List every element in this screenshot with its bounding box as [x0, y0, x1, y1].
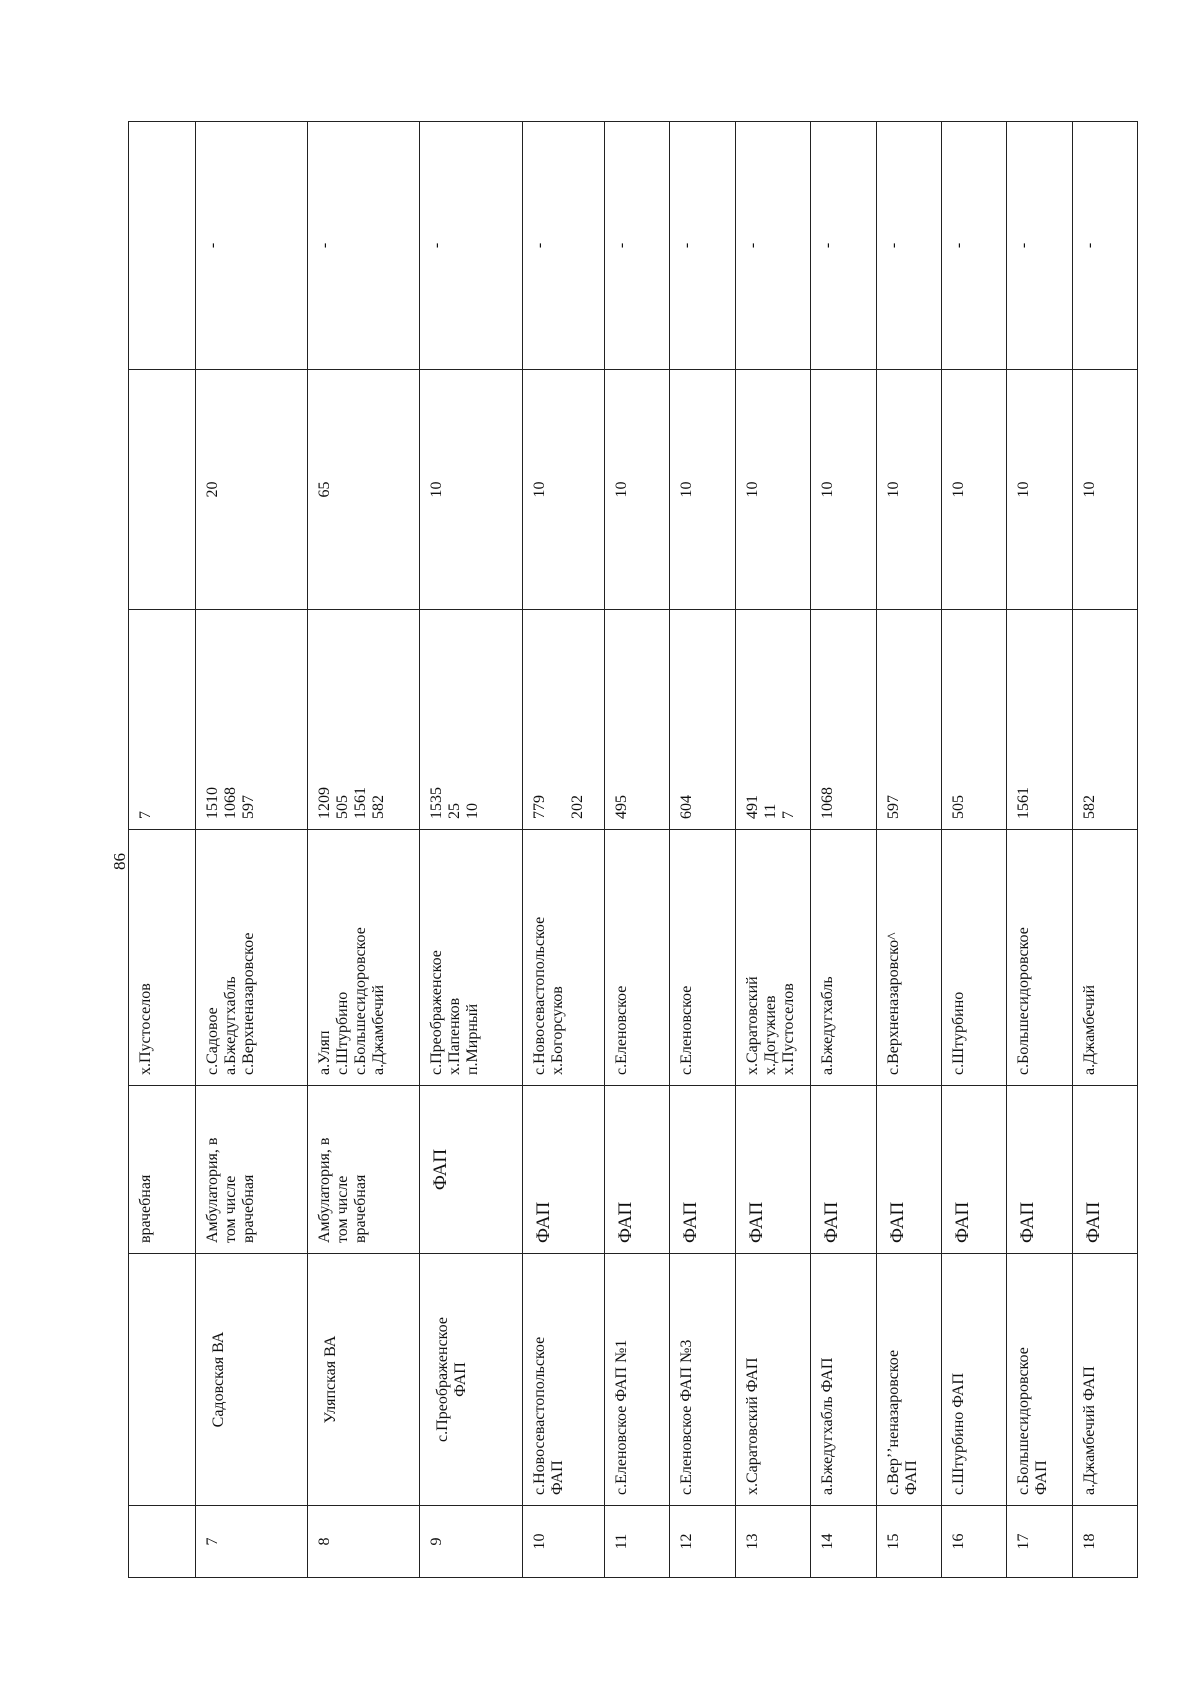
villages-cell	[1007, 830, 1072, 1086]
population-value: 1068	[819, 787, 837, 819]
facility-type-line: ФАП	[821, 1201, 843, 1243]
facility-type-line: ФАП	[1017, 1201, 1039, 1243]
facility-name-line: с.Большесидоровское	[1015, 1347, 1033, 1495]
village-name: п.Мирный	[463, 1003, 481, 1075]
facility-type-line: том числе	[222, 1175, 240, 1243]
extra-cell: -	[1007, 122, 1072, 370]
header-extra-cell	[129, 122, 196, 370]
facility-type-line: ФАП	[1082, 1201, 1104, 1243]
row-number-cell: 11	[605, 1506, 670, 1578]
row-number-cell: 15	[876, 1506, 941, 1578]
table-row	[942, 122, 1007, 1578]
facility-name-line: ФАП	[548, 1460, 566, 1495]
header-village: х.Пустоселов	[137, 983, 154, 1075]
village-name: х.Саратовский	[743, 976, 761, 1075]
extra-cell: -	[419, 122, 522, 370]
table-row-header	[129, 122, 196, 1578]
village-name: а.Бжедугхабль	[819, 976, 837, 1075]
extra-cell: -	[811, 122, 876, 370]
facility-name-line: с.Штурбино ФАП	[950, 1372, 968, 1495]
village-name: с.Штурбино	[334, 991, 352, 1075]
facility-name-line: Уляпская ВА	[322, 1335, 340, 1424]
value-cell: 20	[196, 370, 308, 610]
table-row	[811, 122, 876, 1578]
facility-name-cell	[811, 1254, 876, 1506]
village-name: с.Садовое	[204, 1007, 222, 1075]
population-cell	[670, 610, 735, 830]
facility-type-line: ФАП	[532, 1201, 554, 1243]
value-cell: 10	[811, 370, 876, 610]
row-number-cell: 17	[1007, 1506, 1072, 1578]
facility-type-line: ФАП	[615, 1201, 637, 1243]
village-name: с.Верхненазаровско^	[884, 932, 902, 1075]
facility-name-line: ФАП	[1033, 1460, 1051, 1495]
population-value: 1561	[352, 787, 370, 819]
rotated-table-container	[128, 122, 1138, 1578]
population-cell	[735, 610, 811, 830]
table-row	[1007, 122, 1072, 1578]
table-row	[419, 122, 522, 1578]
population-value: 7	[779, 811, 797, 819]
facility-type-line: Амбулатория, в	[316, 1137, 334, 1243]
population-value: 202	[568, 795, 586, 819]
facility-type-line: ФАП	[680, 1201, 702, 1243]
population-value: 495	[613, 795, 631, 819]
village-name: с.Верхненазаровское	[240, 932, 258, 1075]
population-value: 582	[370, 795, 388, 819]
population-value: 597	[240, 795, 258, 819]
facility-name-cell	[876, 1254, 941, 1506]
facility-type-cell	[522, 1086, 604, 1254]
population-value: 11	[761, 803, 779, 819]
facility-name-line: ФАП	[902, 1460, 920, 1495]
value-cell: 65	[308, 370, 420, 610]
village-name: а.Уляп	[316, 1030, 334, 1075]
extra-cell: -	[735, 122, 811, 370]
value-cell: 10	[876, 370, 941, 610]
facility-type-line: Амбулатория, в	[204, 1137, 222, 1243]
value-cell: 10	[942, 370, 1007, 610]
header-population-cell: 7	[129, 610, 196, 830]
row-number-cell: 13	[735, 1506, 811, 1578]
table-row	[735, 122, 811, 1578]
header-villages-cell	[129, 830, 196, 1086]
villages-cell	[522, 830, 604, 1086]
facility-type-line: ФАП	[745, 1201, 767, 1243]
extra-cell: -	[196, 122, 308, 370]
table-row	[670, 122, 735, 1578]
village-name: а.Джамбечий	[1080, 984, 1098, 1075]
header-value-cell	[129, 370, 196, 610]
population-value: 1561	[1015, 787, 1033, 819]
facility-type-line: ФАП	[952, 1201, 974, 1243]
row-number-cell: 16	[942, 1506, 1007, 1578]
facility-type-cell	[1007, 1086, 1072, 1254]
villages-cell	[1072, 830, 1137, 1086]
row-number-cell: 7	[196, 1506, 308, 1578]
population-value: 10	[463, 803, 481, 819]
village-name: а.Джамбечий	[370, 984, 388, 1075]
village-name: х.Богорсуков	[548, 986, 566, 1075]
facility-name-cell	[419, 1254, 522, 1506]
facility-name-cell	[1072, 1254, 1137, 1506]
value-cell: 10	[522, 370, 604, 610]
facility-type-line: ФАП	[886, 1201, 908, 1243]
village-name: с.Штурбино	[950, 991, 968, 1075]
facility-name-line: с.Новосевастопольское	[530, 1336, 548, 1495]
row-number-cell: 9	[419, 1506, 522, 1578]
extra-cell: -	[522, 122, 604, 370]
villages-cell	[811, 830, 876, 1086]
row-number-cell: 10	[522, 1506, 604, 1578]
facility-name-cell	[942, 1254, 1007, 1506]
village-name: х.Догужиев	[761, 995, 779, 1075]
population-value: 505	[334, 795, 352, 819]
village-name: с.Новосевастопольское	[530, 916, 548, 1075]
facility-type-cell	[670, 1086, 735, 1254]
table-row	[308, 122, 420, 1578]
row-number-cell: 18	[1072, 1506, 1137, 1578]
header-name-cell	[129, 1254, 196, 1506]
population-value: 582	[1080, 795, 1098, 819]
facility-type-cell	[942, 1086, 1007, 1254]
population-value: 1209	[316, 787, 334, 819]
extra-cell: -	[942, 122, 1007, 370]
table-row	[196, 122, 308, 1578]
extra-cell: -	[670, 122, 735, 370]
villages-cell	[876, 830, 941, 1086]
facility-name-line: х.Саратовский ФАП	[743, 1357, 761, 1495]
facilities-table	[128, 121, 1138, 1578]
population-cell	[605, 610, 670, 830]
facility-name-line: с.Верʼʼненазаровское	[884, 1349, 902, 1495]
value-cell: 10	[605, 370, 670, 610]
table-row	[876, 122, 941, 1578]
facility-type-cell	[419, 1086, 522, 1254]
value-cell: 10	[1007, 370, 1072, 610]
value-cell: 10	[735, 370, 811, 610]
population-cell	[419, 610, 522, 830]
population-cell	[942, 610, 1007, 830]
population-value: 597	[884, 795, 902, 819]
population-value: 779	[530, 795, 548, 819]
village-name: а.Бжедугхабль	[222, 976, 240, 1075]
header-type-cell: врачебная	[129, 1086, 196, 1254]
population-cell	[308, 610, 420, 830]
villages-cell	[308, 830, 420, 1086]
facility-name-cell	[522, 1254, 604, 1506]
villages-cell	[196, 830, 308, 1086]
table-row	[522, 122, 604, 1578]
facility-name-line: с.Еленовское ФАП №3	[678, 1339, 696, 1495]
value-cell: 10	[670, 370, 735, 610]
village-name: с.Большесидоровское	[352, 927, 370, 1075]
population-cell	[876, 610, 941, 830]
population-value: 604	[678, 795, 696, 819]
population-cell	[811, 610, 876, 830]
facility-type-cell	[308, 1086, 420, 1254]
village-name: х.Папенков	[445, 997, 463, 1075]
villages-cell	[419, 830, 522, 1086]
population-value: 1068	[222, 787, 240, 819]
facility-type-line: том числе	[334, 1175, 352, 1243]
facility-name-line: с.Еленовское ФАП №1	[613, 1339, 631, 1495]
facility-type-cell	[811, 1086, 876, 1254]
population-value: 505	[950, 795, 968, 819]
facility-name-cell	[196, 1254, 308, 1506]
facility-type-line: ФАП	[429, 1148, 451, 1191]
population-cell	[522, 610, 604, 830]
facility-name-cell	[308, 1254, 420, 1506]
villages-cell	[605, 830, 670, 1086]
row-number-cell: 8	[308, 1506, 420, 1578]
facility-name-line: а.Джамбечий ФАП	[1080, 1366, 1098, 1495]
population-value: 1510	[204, 787, 222, 819]
population-cell	[1072, 610, 1137, 830]
page-number: 86	[110, 853, 129, 870]
village-name: х.Пустоселов	[779, 983, 797, 1075]
row-number-cell: 12	[670, 1506, 735, 1578]
table-row	[1072, 122, 1137, 1578]
population-value: 25	[445, 803, 463, 819]
facility-name-cell	[1007, 1254, 1072, 1506]
header-num-cell	[129, 1506, 196, 1578]
village-name: с.Еленовское	[678, 985, 696, 1075]
facility-type-line: врачебная	[240, 1174, 258, 1243]
facility-name-line: а.Бжедугхабль ФАП	[819, 1357, 837, 1495]
extra-cell: -	[308, 122, 420, 370]
table-body	[129, 122, 1138, 1578]
facility-name-line: Садовская ВА	[210, 1331, 228, 1428]
facility-name-line: с.Преображенское	[433, 1317, 451, 1442]
population-value: 491	[743, 795, 761, 819]
facility-type-cell	[196, 1086, 308, 1254]
extra-cell: -	[876, 122, 941, 370]
population-cell	[196, 610, 308, 830]
population-cell	[1007, 610, 1072, 830]
facility-name-cell	[670, 1254, 735, 1506]
villages-cell	[942, 830, 1007, 1086]
extra-cell: -	[605, 122, 670, 370]
villages-cell	[735, 830, 811, 1086]
village-name: с.Еленовское	[613, 985, 631, 1075]
facility-type-cell	[1072, 1086, 1137, 1254]
village-name: с.Большесидоровское	[1015, 927, 1033, 1075]
table-row	[605, 122, 670, 1578]
facility-type-cell	[605, 1086, 670, 1254]
value-cell: 10	[1072, 370, 1137, 610]
facility-name-cell	[605, 1254, 670, 1506]
facility-type-line: врачебная	[352, 1174, 370, 1243]
extra-cell: -	[1072, 122, 1137, 370]
facility-type-cell	[876, 1086, 941, 1254]
population-value	[549, 620, 569, 819]
villages-cell	[670, 830, 735, 1086]
population-value: 1535	[427, 787, 445, 819]
village-name: с.Преображенское	[427, 950, 445, 1075]
facility-type-cell	[735, 1086, 811, 1254]
row-number-cell: 14	[811, 1506, 876, 1578]
value-cell: 10	[419, 370, 522, 610]
facility-name-line: ФАП	[451, 1362, 469, 1397]
facility-name-cell	[735, 1254, 811, 1506]
